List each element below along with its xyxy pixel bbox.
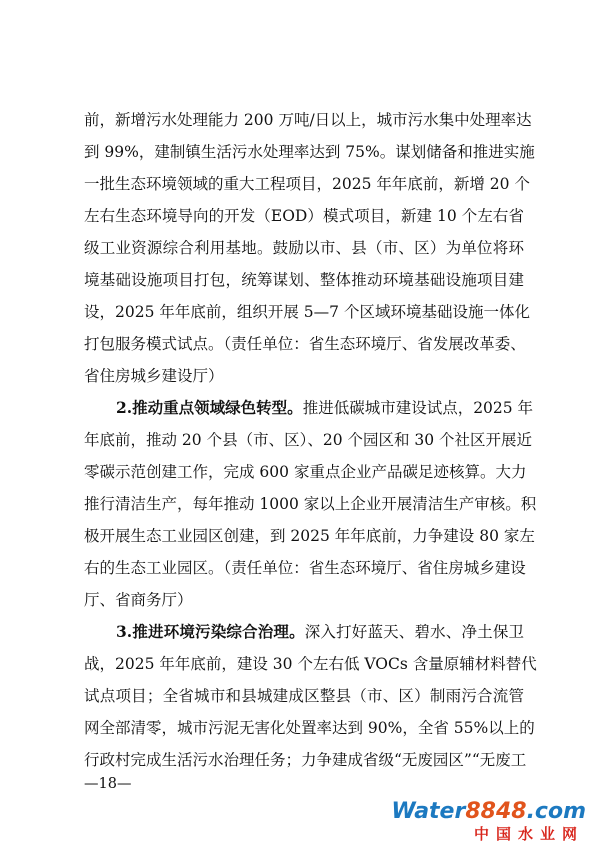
site-watermark-logo [391, 799, 586, 844]
text-line: 设，2025 年年底前，组织开展 5—7 个区域环境基础设施一体化 [84, 303, 530, 321]
text-line [116, 397, 534, 419]
section-heading: 2.推动重点领域绿色转型。 [116, 398, 303, 417]
text-line: 省住房城乡建设厅） [84, 367, 224, 385]
text-line: 网全部清零，城市污泥无害化处置率达到 90%，全省 55%以上的 [84, 719, 535, 737]
text-line: 到 99%，建制镇生活污水处理率达到 75%。谋划储备和推进实施 [84, 143, 535, 161]
text-line: 试点项目；全省城市和县城建成区整县（市、区）制雨污合流管 [84, 687, 524, 705]
text-line: 一批生态环境领域的重大工程项目，2025 年年底前，新增 20 个 [84, 175, 530, 193]
watermark-brand-part: Water [391, 799, 466, 824]
page-number: —18— [84, 776, 132, 792]
watermark-brand [391, 800, 586, 824]
text-line: 零碳示范创建工作，完成 600 家重点企业产品碳足迹核算。大力 [84, 463, 527, 481]
text-line: 厅、省商务厅） [84, 591, 193, 609]
section-heading: 3.推进环境污染综合治理。 [116, 622, 305, 641]
text-line: 行政村完成生活污水治理任务；力争建成省级“无废园区”“无废工 [84, 751, 527, 769]
text-line: 打包服务模式试点。（责任单位：省生态环境厅、省发展改革委、 [84, 335, 526, 353]
text-line: 左右生态环境导向的开发（EOD）模式项目，新建 10 个左右省 [84, 207, 524, 225]
text-run: 深入打好蓝天、碧水、净土保卫 [304, 623, 524, 641]
text-line: 前，新增污水处理能力 200 万吨/日以上，城市污水集中处理率达 [84, 111, 532, 129]
text-line: 极开展生态工业园区创建，到 2025 年年底前，力争建设 80 家左 [84, 527, 535, 545]
text-line: 推行清洁生产，每年推动 1000 家以上企业开展清洁生产审核。积 [84, 495, 537, 513]
text-run: 推进低碳城市建设试点，2025 年 [302, 399, 534, 417]
watermark-brand-part: .com [526, 799, 586, 824]
text-line: 右的生态工业园区。（责任单位：省生态环境厅、省住房城乡建设 [84, 559, 526, 577]
text-line: 级工业资源综合利用基地。鼓励以市、县（市、区）为单位将环 [84, 239, 524, 257]
text-line: 战，2025 年年底前，建设 30 个左右低 VOCs 含量原辅材料替代 [84, 655, 537, 673]
watermark-brand-part: 8848 [465, 799, 527, 824]
text-line: 境基础设施项目打包，统筹谋划、整体推动环境基础设施项目建 [84, 271, 524, 289]
watermark-subtitle: 中国水业网 [473, 825, 584, 843]
text-line: 年底前，推动 20 个县（市、区）、20 个园区和 30 个社区开展近 [84, 431, 533, 449]
text-line [116, 621, 524, 643]
